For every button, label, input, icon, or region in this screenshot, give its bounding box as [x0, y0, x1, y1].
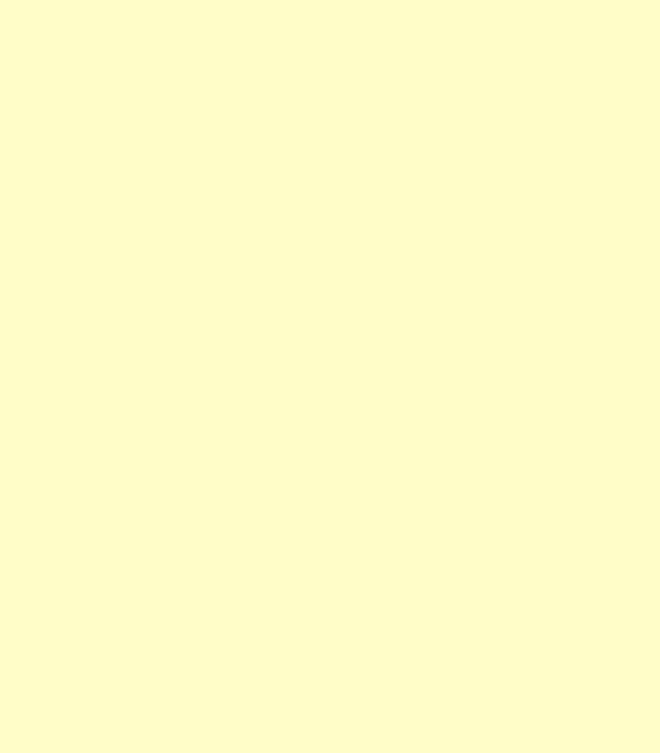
- text-line: [6, 154, 656, 175]
- text-line: [6, 368, 656, 389]
- text-line: [6, 218, 656, 239]
- text-line: [6, 111, 656, 132]
- text-line: [6, 389, 656, 410]
- text-line: [6, 303, 656, 324]
- text-line: [6, 646, 656, 667]
- text-line: [6, 710, 656, 731]
- text-line: [6, 731, 656, 752]
- text-line: [6, 261, 656, 282]
- text-line: [6, 346, 656, 367]
- text-line: [6, 453, 656, 474]
- text-line: [6, 4, 656, 25]
- text-line: [6, 132, 656, 153]
- text-line: [6, 603, 656, 624]
- text-line: [6, 475, 656, 496]
- text-line: [6, 239, 656, 260]
- text-line: [6, 432, 656, 453]
- text-line: [6, 624, 656, 645]
- text-line: [6, 175, 656, 196]
- text-line: [6, 197, 656, 218]
- text-line: [6, 496, 656, 517]
- text-line: [6, 410, 656, 431]
- text-line: [6, 68, 656, 89]
- text-line: [6, 282, 656, 303]
- text-line: [6, 560, 656, 581]
- text-line: [6, 582, 656, 603]
- text-line: [6, 667, 656, 688]
- text-line: [6, 90, 656, 111]
- text-line: [6, 325, 656, 346]
- text-line: [6, 47, 656, 68]
- text-line: [6, 517, 656, 538]
- text-line: [6, 689, 656, 710]
- text-line: [6, 25, 656, 46]
- text-line: [6, 539, 656, 560]
